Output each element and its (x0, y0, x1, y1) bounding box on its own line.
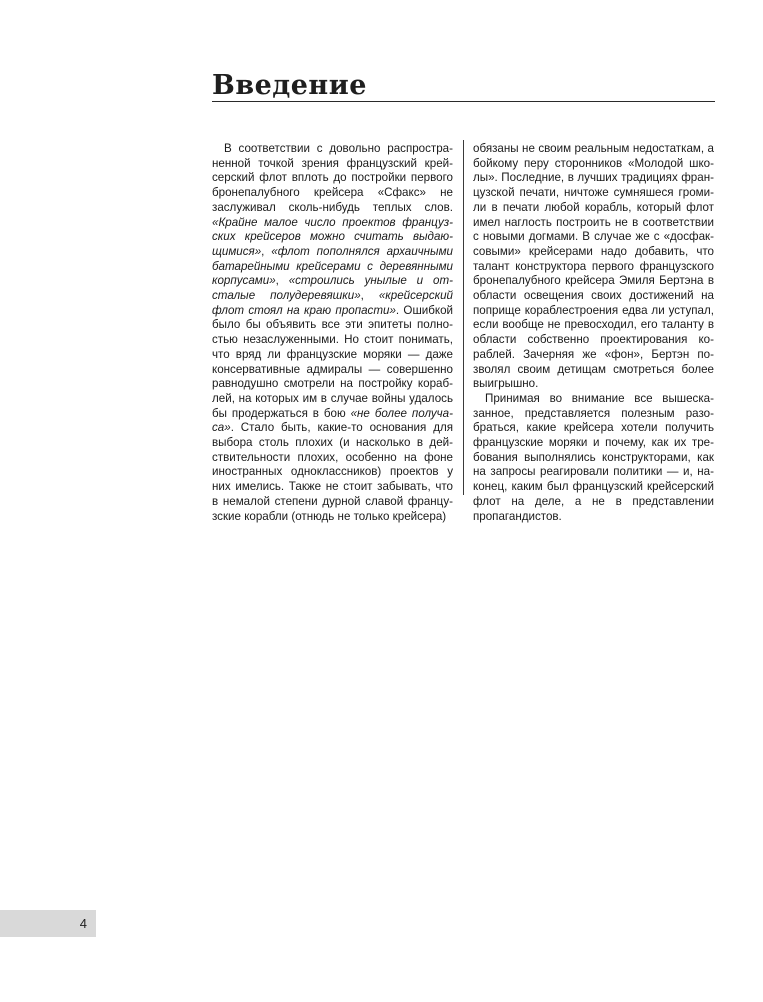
quote-1: «Крайне малое число проектов французских крейсеров можно считать выдающимися» (212, 215, 453, 258)
page-title: Введение (212, 70, 367, 101)
text-run: , (275, 274, 289, 288)
quote-4: «крейсерский флот стоял на краю пропасти» (212, 289, 453, 317)
text-run: , (261, 244, 272, 258)
quote-2: «флот пополнялся архаичными батарейными крейсерами с деревянными корпусами» (212, 244, 453, 288)
column-divider (463, 140, 464, 495)
paragraph-intro (212, 142, 453, 524)
page-number-tab (0, 910, 96, 937)
title-underline (212, 101, 715, 102)
left-column (212, 142, 453, 524)
quote-5: «не более получаса» (212, 406, 453, 435)
text-run: . Ошибкой было бы объявить все эти эпитеты полностью незаслуженными. Но стоит понимать, что вряд ли французские моряки — даже консервативные адмиралы — совершенно равнодушно смотрели на постройку кораблей, на которых им в случае войны удалось бы продержаться в бою (212, 303, 453, 420)
quote-3: «строились унылые и отсталые полудеревяшки» (212, 274, 453, 303)
text-run: . Стало быть, какие-то основания для выбора столь плохих (и насколько в действительности плохих, особенно на фоне иностранных одноклассников) проектов у них имелись. Также не стоит забывать, что в немалой степени дурной славой французские корабли (отнюдь не только крейсера) (212, 421, 453, 523)
page-number: 4 (79, 916, 87, 931)
text-run: В соответствии с довольно распространенной точкой зрения французский крейсерский флот вплоть до постройки первого бронепалубного крейсера «Сфакс» не заслуживал сколь-нибудь теплых слов. (212, 142, 453, 214)
paragraph-continuation: обязаны не своим реальным недостаткам, а бойкому перу сторонников «Молодой школы». Последние, в лучших традициях французской печати, ничтоже сумняшеся громили в печати любой корабль, который флот имел наглость построить не в соответствии с новыми догмами. В случае же с «досфаксовыми» крейсерами надо добавить, что талант конструктора первого французского бронепалубного крейсера Эмиля Бертэна в области освещения своих достижений на поприще кораблестроения едва ли уступал, если вообще не превосходил, его таланту в области собственно проектирования кораблей. Зачерняя же «фон», Бертэн позволял своим детищам смотреться более выигрышно. (473, 142, 714, 391)
right-column (473, 142, 714, 524)
text-run: , (360, 289, 379, 303)
paragraph-conclusion: Принимая во внимание все вышесказанное, представляется полезным разобраться, какие крейсера хотели получить французские моряки и почему, как их требования выполнялись конструкторами, как на запросы реагировали политики — и, наконец, каким был французский крейсерский флот на деле, а не в представлении пропагандистов. (473, 391, 714, 523)
